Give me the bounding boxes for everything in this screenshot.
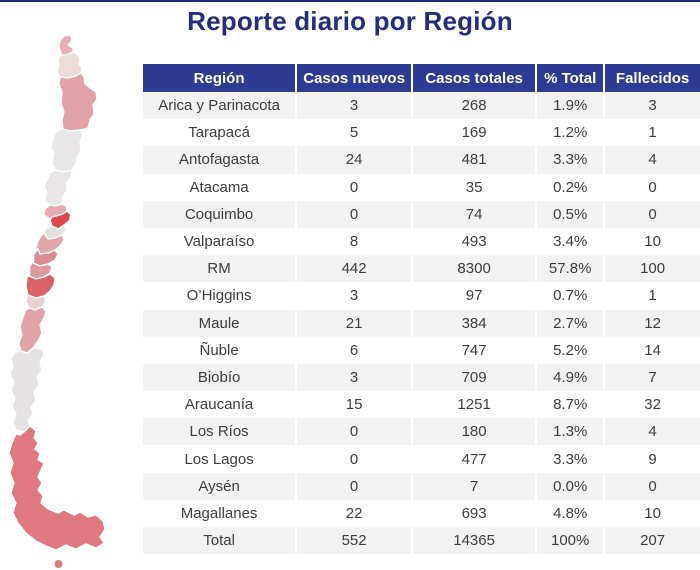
cell-value: 0 (296, 201, 412, 228)
cell-region: Atacama (143, 174, 296, 201)
table-row (143, 146, 700, 173)
cell-value: 0 (604, 473, 700, 500)
cell-value: 268 (412, 92, 536, 119)
cell-value: 1.9% (536, 92, 604, 119)
cell-value: 384 (412, 310, 536, 337)
cell-value: 0 (296, 445, 412, 472)
cell-region: Aysén (143, 473, 296, 500)
table-row (143, 391, 700, 418)
cell-value: 12 (604, 310, 700, 337)
cell-region: Ñuble (143, 337, 296, 364)
region-report-table (143, 64, 700, 554)
cell-value: 3 (296, 92, 412, 119)
cell-region: RM (143, 255, 296, 282)
cell-value: 3.4% (536, 228, 604, 255)
page-title: Reporte diario por Región (187, 6, 513, 36)
map-region-antofagasta (59, 73, 97, 131)
total-row (143, 527, 700, 554)
column-header: % Total (536, 64, 604, 92)
cell-value: 442 (296, 255, 412, 282)
table-row (143, 445, 700, 472)
cell-value: 4 (604, 418, 700, 445)
cell-region: Arica y Parinacota (143, 92, 296, 119)
cell-value: 0.7% (536, 282, 604, 309)
cell-value: 8 (296, 228, 412, 255)
cell-value: 100 (604, 255, 700, 282)
cell-total-value: 14365 (412, 527, 536, 554)
cell-value: 747 (412, 337, 536, 364)
cell-value: 1.3% (536, 418, 604, 445)
cell-value: 0 (604, 174, 700, 201)
table-row (143, 473, 700, 500)
cell-value: 3.3% (536, 445, 604, 472)
cell-value: 3 (296, 364, 412, 391)
cell-value: 709 (412, 364, 536, 391)
cell-value: 0 (604, 201, 700, 228)
table-row (143, 119, 700, 146)
cell-value: 7 (604, 364, 700, 391)
cell-value: 6 (296, 337, 412, 364)
cell-value: 8300 (412, 255, 536, 282)
table-row (143, 310, 700, 337)
table-row (143, 364, 700, 391)
cell-value: 1.2% (536, 119, 604, 146)
cell-region: Araucanía (143, 391, 296, 418)
cell-value: 180 (412, 418, 536, 445)
cell-value: 32 (604, 391, 700, 418)
cell-region: Coquimbo (143, 201, 296, 228)
table-row (143, 282, 700, 309)
chile-region-map (0, 2, 140, 570)
map-region-magallanes (9, 426, 105, 550)
cell-region: Los Lagos (143, 445, 296, 472)
cell-total-value: 100% (536, 527, 604, 554)
cell-value: 493 (412, 228, 536, 255)
cell-total-value: 552 (296, 527, 412, 554)
cell-value: 14 (604, 337, 700, 364)
cell-value: 4.9% (536, 364, 604, 391)
cell-value: 477 (412, 445, 536, 472)
cell-value: 10 (604, 500, 700, 527)
cell-value: 3 (296, 282, 412, 309)
cell-value: 35 (412, 174, 536, 201)
cell-region: O’Higgins (143, 282, 296, 309)
cell-value: 22 (296, 500, 412, 527)
cell-value: 57.8% (536, 255, 604, 282)
column-header: Región (143, 64, 296, 92)
cell-value: 5.2% (536, 337, 604, 364)
cell-value: 3 (604, 92, 700, 119)
cell-value: 5 (296, 119, 412, 146)
table-header-row (143, 64, 700, 92)
cell-value: 1 (604, 119, 700, 146)
table-row (143, 201, 700, 228)
cell-region: Los Ríos (143, 418, 296, 445)
table-row (143, 92, 700, 119)
cell-value: 3.3% (536, 146, 604, 173)
cell-region: Maule (143, 310, 296, 337)
cell-value: 0 (296, 418, 412, 445)
cell-value: 1251 (412, 391, 536, 418)
cell-value: 0.2% (536, 174, 604, 201)
table-row (143, 174, 700, 201)
cell-value: 1 (604, 282, 700, 309)
cell-value: 4.8% (536, 500, 604, 527)
cell-value: 0 (296, 174, 412, 201)
cell-value: 8.7% (536, 391, 604, 418)
table-row (143, 500, 700, 527)
cell-value: 7 (412, 473, 536, 500)
table-row (143, 418, 700, 445)
cell-region: Antofagasta (143, 146, 296, 173)
cell-value: 0 (296, 473, 412, 500)
cell-value: 97 (412, 282, 536, 309)
cell-value: 169 (412, 119, 536, 146)
cell-region: Biobío (143, 364, 296, 391)
cell-value: 15 (296, 391, 412, 418)
cell-value: 693 (412, 500, 536, 527)
cell-value: 2.7% (536, 310, 604, 337)
cell-total-label: Total (143, 527, 296, 554)
cell-value: 24 (296, 146, 412, 173)
cell-region: Tarapacá (143, 119, 296, 146)
cell-value: 0.0% (536, 473, 604, 500)
map-region-atacama (51, 129, 83, 172)
column-header: Casos totales (412, 64, 536, 92)
map-region-loslagos (19, 307, 46, 353)
cell-total-value: 207 (604, 527, 700, 554)
cell-value: 10 (604, 228, 700, 255)
map-region-aysen (10, 348, 44, 432)
table-row (143, 337, 700, 364)
table-body (143, 92, 700, 554)
cell-value: 9 (604, 445, 700, 472)
column-header: Casos nuevos (296, 64, 412, 92)
cell-value: 481 (412, 146, 536, 173)
map-region-coquimbo (44, 170, 72, 206)
cell-region: Magallanes (143, 500, 296, 527)
cell-value: 0.5% (536, 201, 604, 228)
map-region-arica (59, 35, 73, 55)
map-island-dot (55, 560, 63, 568)
cell-value: 4 (604, 146, 700, 173)
cell-region: Valparaíso (143, 228, 296, 255)
table-row (143, 255, 700, 282)
column-header: Fallecidos (604, 64, 700, 92)
cell-value: 74 (412, 201, 536, 228)
cell-value: 21 (296, 310, 412, 337)
table-row (143, 228, 700, 255)
